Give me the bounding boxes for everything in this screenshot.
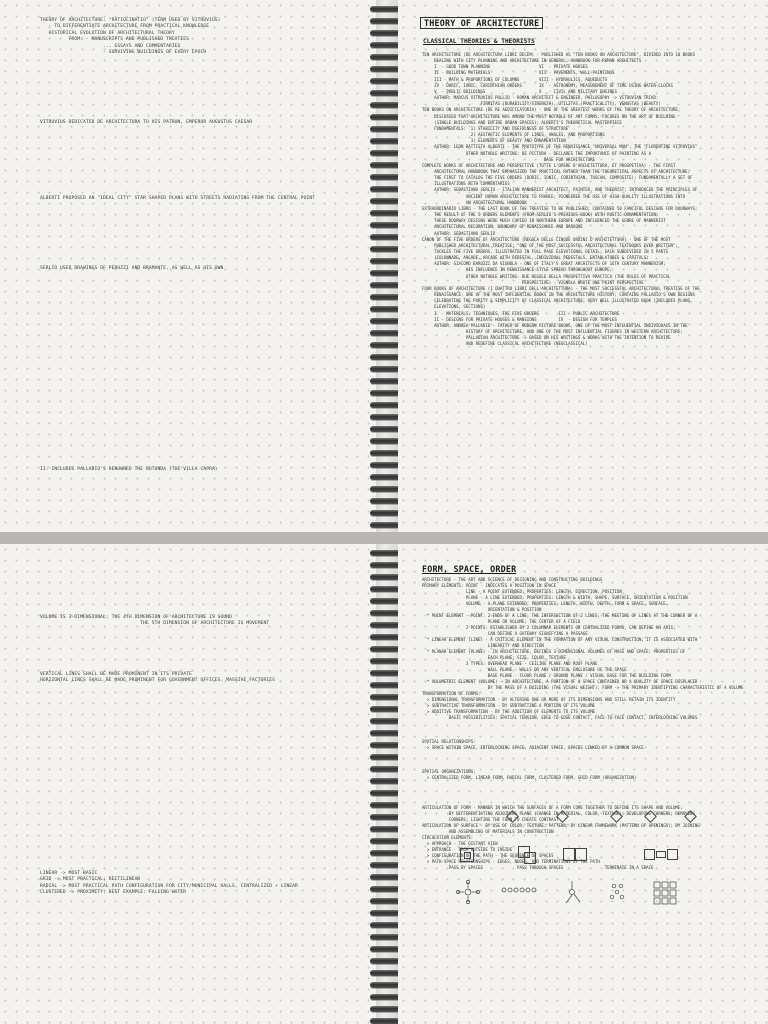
spiral-binding [376, 0, 398, 532]
adjacent-space-sketch [574, 848, 587, 861]
theory-notes-body: TEN ARCHITECTURE (DE ARCHITECTURA LIBRI DECEM) - PUBLISHED AS "TEN BOOKS ON ARCHITECTURE", DIVIDED INTO 10 BOOKS DEALING WITH CITY PLANNING AND ARCHITECTURE IN GENERAL; HANDBOOK FOR ROMAN ARCHITECTS I - GOOD TOWN PLANNING VI - PRIVATE HOUSES II - BUILDING MATERIALS VII - PAVEMENTS, WALL-PAINTINGS III - MATH & PROPORTIONS OF COLUMNS VIII - HYDRAULICS, AQUEDUCTS IV - DORIC, IONIC, CORINTHIAN ORDERS IX - ASTRONOMY, MEASUREMENT OF TIME USING WATER-CLOCKS V - PUBLIC BUILDINGS X - CIVIL AND MILITARY ENGINES AUTHOR: MARCUS VITRUVIUS POLLIO - ROMAN ARCHITECT & ENGINEER, PHILOSOPHY -> VITRUVIAN TRIAD: FIRMITAS (DURABILITY/STRENGTH), UTILITAS (PRACTICALITY), VENUSTAS (BEAUTY) TEN BOOKS ON ARCHITECTURE (DE RE AEDIFICATORIA) - ONE OF THE GREATEST WORKS OF THE THEORY OF ARCHITECTURE; DISCUSSED THAT ARCHITECTURE WAS AMONG THE MOST NOTABLE OF ART FORMS; FOCUSES ON THE ART OF BUILDING (SINGLE BUILDINGS AND ENTIRE URBAN SPACES); ALBERTI'S THEORETICAL MASTERPIECE FUNDAMENTALS: 1) STABILITY AND USEFULNESS OF STRUCTURE 2) AESTHETIC ELEMENTS OF LINES, ANGLES, AND PROPORTIONS 3) ELEMENTS OF BEAUTY AND ORNAMENTATION AUTHOR: LEON BATTISTA ALBERTI - THE PROTOTYPE OF THE RENAISSANCE "UNIVERSAL MAN", THE "FLORENTINE VITRUVIUS" OTHER NOTABLE WRITING: DE PICTURA - DECLARES THE IMPORTANCE OF PAINTING AS A BASE FOR ARCHITECTURE COMPLETE WORKS OF ARCHITECTURE AND PERSPECTIVE (TUTTE L'OPERE D'ARCHITETTURA, ET PROSPETIVA) - THE FIRST ARCHITECTURAL HANDBOOK THAT EMPHASIZED THE PRACTICAL RATHER THAN THE THEORETICAL ASPECTS OF ARCHITECTURE; THE FIRST TO CATALOG THE FIVE ORDERS (DORIC, IONIC, CORINTHIAN, TUSCAN, COMPOSITE); FUNDAMENTALLY A SET OF ILLUSTRATIONS WITH COMMENTARIES AUTHOR: SEBASTIANO SERLIO - ITALIAN MANNERIST ARCHITECT, PAINTER, AND THEORIST; INTRODUCED THE PRINCIPLES OF ANCIENT ROMAN ARCHITECTURE TO FRANCE; PIONEERED THE USE OF HIGH-QUALITY ILLUSTRATIONS INTO AN ARCHITECTURAL HANDBOOK EXTRAORDINARIO LIBRO - THE LAST BOOK OF THE TREATISE TO BE PUBLISHED; CONTAINED 50 FANCIFUL DESIGNS FOR DOORWAYS; THE RESULT OF THE 5 ORDERS ELEMENTS (FROM SERLIO'S PREVIOUS BOOK) WITH RUSTIC ORNAMENTATION; THESE DOORWAY DESIGNS WERE MUCH COPIED IN NORTHERN EUROPE AND INFLUENCED THE GENRE OF MANNERIST ARCHITECTURAL DECORATION; BOUNDARY OF RENAISSANCE AND BAROQUE AUTHOR: SEBASTIANO SERLIO CANON OF THE FIVE ORDERS OF ARCHITECTURE (REGOLA DELLE CINQUE ORDINI D'ARCHITETTURA) - ONE OF THE MOST PUBLISHED ARCHITECTURAL TREATISE; "ONE OF THE MOST SUCCESSFUL ARCHITECTURAL TEXTBOOKS EVER WRITTEN"; TACKLES THE FIVE ORDERS, ILLUSTRATED IN FULL PAGE ELEVATIONAL DETAIL; EACH SUBDIVIDED IN 5 PARTS (COLONNADE, ARCADE, ARCADE WITH PEDESTAL, INDIVIDUAL PEDESTALS, ENTABLATURES & CAPITALS) AUTHOR: GIACOMO BAROZZI DA VIGNOLA - ONE OF ITALY'S GREAT ARCHITECTS OF 16TH CENTURY MANNERISM; HIS INFLUENCE IN RENAISSANCE STYLE SPREAD THROUGHOUT EUROPE; OTHER NOTABLE WRITING: DUE REGOLE DELLA PROSPETTIVA PRACTICA (THE RULES OF PRACTICAL PERSPECTIVE) - VIGNOLA WROTE ONE POINT PERSPECTIVE FOUR BOOKS OF ARCHITECTURE (I QUATTRO LIBRI DELL'ARCHITETTURA) - THE MOST SUCCESSFUL ARCHITECTURAL TREATISE OF THE RENAISSANCE; ONE OF THE MOST INFLUENTIAL BOOKS IN THE ARCHITECTURE HISTORY; CONTAINS PALLADIO'S OWN DESIGNS CELEBRATING THE PURITY & SIMPLICITY OF CLASSICAL ARCHITECTURE; VERY WELL ILLUSTRATED BOOK (INCLUDES PLANS, ELEVATIONS, SECTIONS) I - MATERIALS, TECHNIQUES, THE FIVE ORDERS III - PUBLIC ARCHITECTURE II - DESIGNS FOR PRIVATE HOUSES & MANSIONS IV - DESIGN FOR TEMPLES AUTHOR: ANDREA PALLADIO - FATHER OF MODERN PICTURE BOOKS, ONE OF THE MOST INFLUENTIAL INDIVIDUALS IN THE HISTORY OF ARCHITECTURE, AND ONE OF THE MOST INFLUENTIAL FIGURES IN WESTERN ARCHITECTURE; PALLADIAN ARCHITECTURE -> BASED ON HIS WRITINGS & WORKS WITH THE INTENTION TO REVIVE AND REDEFINE CLASSICAL ARCHITECTURE (NEOCLASSICAL) [422, 52, 700, 347]
notebook-spread-form-space-order [0, 544, 768, 1024]
left-page-margin-notes-2 [0, 544, 376, 1024]
margin-note-ratiocinatio: THEORY OF ARCHITECTURE: "RATIOCINATIO" (TERM USED BY VITRUVIUS) - TO DIFFERENTIATE ARCHITECTURE FROM PRACTICAL KNOWLEDGE HISTORICAL EVOLUTION OF ARCHITECTURAL THEORY FROM: - MANUSCRIPTS AND PUBLISHED TREATIES ... ESSAYS AND COMMENTARIES - SURVIVING BUILDINGS OF EVERY EPOCH [40, 18, 221, 56]
linked-space-sketch [656, 851, 666, 858]
space-within-space-sketch [460, 848, 474, 862]
interlocking-space-sketch [524, 852, 536, 864]
linked-space-sketch [667, 849, 678, 860]
margin-note-serlio: SERLIO USED DRAWINGS OF PERUZZI AND BRAMANTE, AS WELL AS HIS OWN [40, 266, 224, 271]
subtitle-classical-theories: CLASSICAL THEORIES & THEORISTS [423, 38, 535, 45]
margin-note-lines: VERTICAL LINES SHALL BE MADE PROMINENT IN ITS PRIVATE HORIZONTAL LINES SHALL BE MADE PROMINENT FOR GOVERNMENT OFFICES, MASSIVE FACTORIES [40, 672, 275, 684]
spread-gap [0, 532, 768, 544]
right-page-main-notes-2 [398, 544, 768, 1024]
spiral-binding-2 [376, 544, 398, 1024]
right-page-main-notes [398, 0, 768, 532]
margin-note-organizations: LINEAR -> MOST BASIC GRID -> MOST PRACTICAL; RECTILINEAR RADIAL -> MOST PRACTICAL PATH CONFIGURATION FOR CITY/MUNICIPAL HALLS, CENTRALIZED + LINEAR CLUSTERED -> PROXIMITY; BEST EXAMPLE: FALLING WATER [40, 871, 298, 896]
margin-note-vitruvius: VITRUVIUS DEDICATED DE ARCHITECTURA TO HIS PATRON, EMPEROR AUGUSTUS CAESAR [40, 120, 253, 125]
margin-note-alberti: ALBERTI PROPOSED AN "IDEAL CITY" STAR SHAPED PLANS WITH STREETS RADIATING FROM THE CENTRAL POINT [40, 196, 316, 201]
margin-note-dimensions: VOLUME IS 3-DIMENSIONAL; THE 4TH DIMENSION OF ARCHITECTURE IS SOUND THE 5TH DIMENSION OF ARCHITECTURE IS MOVEMENT [40, 615, 270, 627]
form-notes-body: ARCHITECTURE - THE ART AND SCIENCE OF DESIGNING AND CONSTRUCTING BUILDINGS PRIMARY ELEMENTS: POINT - INDICATES A POSITION IN SPACE LINE - A POINT EXTENDED; PROPERTIES: LENGTH, DIRECTION, POSITION PLANE - A LINE EXTENDED; PROPERTIES: LENGTH & WIDTH, SHAPE, SURFACE, ORIENTATION & POSITION VOLUME - A PLANE EXTENDED; PROPERTIES: LENGTH, WIDTH, DEPTH, FORM & SPACE, SURFACE, ORIENTATION & POSITION * POINT ELEMENT - POINT: 2 ENDS OF A LINE; THE INTERSECTION OF 2 LINES; THE MEETING OF LINES AT THE CORNER OF A PLANE OR VOLUME; THE CENTER OF A FIELD 2 POINTS: ESTABLISHED BY 2 COLUMNAR ELEMENTS OR CENTRALIZED FORMS, CAN DEFINE AN AXIS; CAN DEFINE A GATEWAY SIGNIFYING A PASSAGE * LINEAR ELEMENT (LINE) - A CRITICAL ELEMENT IN THE FORMATION OF ANY VISUAL CONSTRUCTION; IT IS ASSOCIATED WITH LINEARITY AND DIRECTION * PLANAR ELEMENT (PLANE) - IN ARCHITECTURE, DEFINES 3-DIMENSIONAL VOLUMES OF MASS AND SPACE; PROPERTIES OF EACH PLANE: SIZE, COLOR, TEXTURE 3 TYPES: OVERHEAD PLANE - CEILING PLANE AND ROOF PLANE WALL PLANE - WALLS OR ANY VERTICAL ENCLOSURE OF THE SPACE BASE PLANE - FLOOR PLANE / GROUND PLANE / VISUAL BASE FOR THE BUILDING FORM * VOLUMETRIC ELEMENT (VOLUME) - IN ARCHITECTURE, A PORTION OF A SPACE CONTAINED OR A QUALITY OF SPACE DISPLACED BY THE MASS OF A BUILDING (THE VISUAL WEIGHT); FORM -> THE PRIMARY IDENTIFYING CHARACTERISTIC OF A VOLUME TRANSFORMATION OF FORMS: > DIMENSIONAL TRANSFORMATION - BY ALTERING ONE OR MORE OF ITS DIMENSIONS AND STILL RETAIN ITS IDENTITY > SUBTRACTIVE TRANSFORMATION - BY SUBTRACTING A PORTION OF ITS VOLUME > ADDITIVE TRANSFORMATION - BY THE ADDITION OF ELEMENTS TO ITS VOLUME BASIC POSSIBILITIES: SPATIAL TENSION, EDGE-TO-EDGE CONTACT, FACE-TO-FACE CONTACT, INTERLOCKING VOLUMES SPATIAL RELATIONSHIPS: > SPACE WITHIN SPACE, INTERLOCKING SPACE, ADJACENT SPACE, SPACES LINKED BY A COMMON SPACE SPATIAL ORGANIZATIONS: > CENTRALIZED FORM, LINEAR FORM, RADIAL FORM, CLUSTERED FORM, GRID FORM (ORGANIZATION) ARTICULATION OF FORM - MANNER IN WHICH THE SURFACES OF A FORM COME TOGETHER TO DEFINE ITS SHAPE AND VOLUME; BY DIFFERENTIATING ADJOINING PLANE (CHANGE IN MATERIAL, COLOR, TEXTURE); DEVELOPING CORNERS; REMOVING CORNERS; LIGHTING THE FORM TO CREATE CONTRAST ARTICULATION OF SURFACE - BY USE OF COLOR, TEXTURE; PATTERN; BY LINEAR FRAMEWORK (PATTERN OF OPENINGS); BY JOINING AND ASSEMBLING OF MATERIALS IN CONSTRUCTION CIRCULATION ELEMENTS: > APPROACH - THE DISTANT VIEW > ENTRANCE - FROM OUTSIDE TO INSIDE > CONFIGURATION OF THE PATH - THE SEQUENCE OF SPACES > PATH-SPACE RELATIONSHIPS - EDGES, NODES, AND TERMINATIONS OF THE PATH PASS BY SPACES PASS THROUGH SPACES TERMINATE IN A SPACE [422, 577, 744, 870]
margin-note-palladio: II: INCLUDES PALLADIO'S RENOWNED THE ROTUNDA (THE VILLA CAPRA) [40, 467, 218, 472]
left-page-margin-notes [0, 0, 376, 532]
page-title-form-space-order: FORM, SPACE, ORDER [422, 564, 517, 574]
linked-space-sketch [644, 849, 655, 860]
page-title-theory: THEORY OF ARCHITECTURE [420, 17, 543, 29]
spatial-organization-sketches [454, 878, 714, 906]
